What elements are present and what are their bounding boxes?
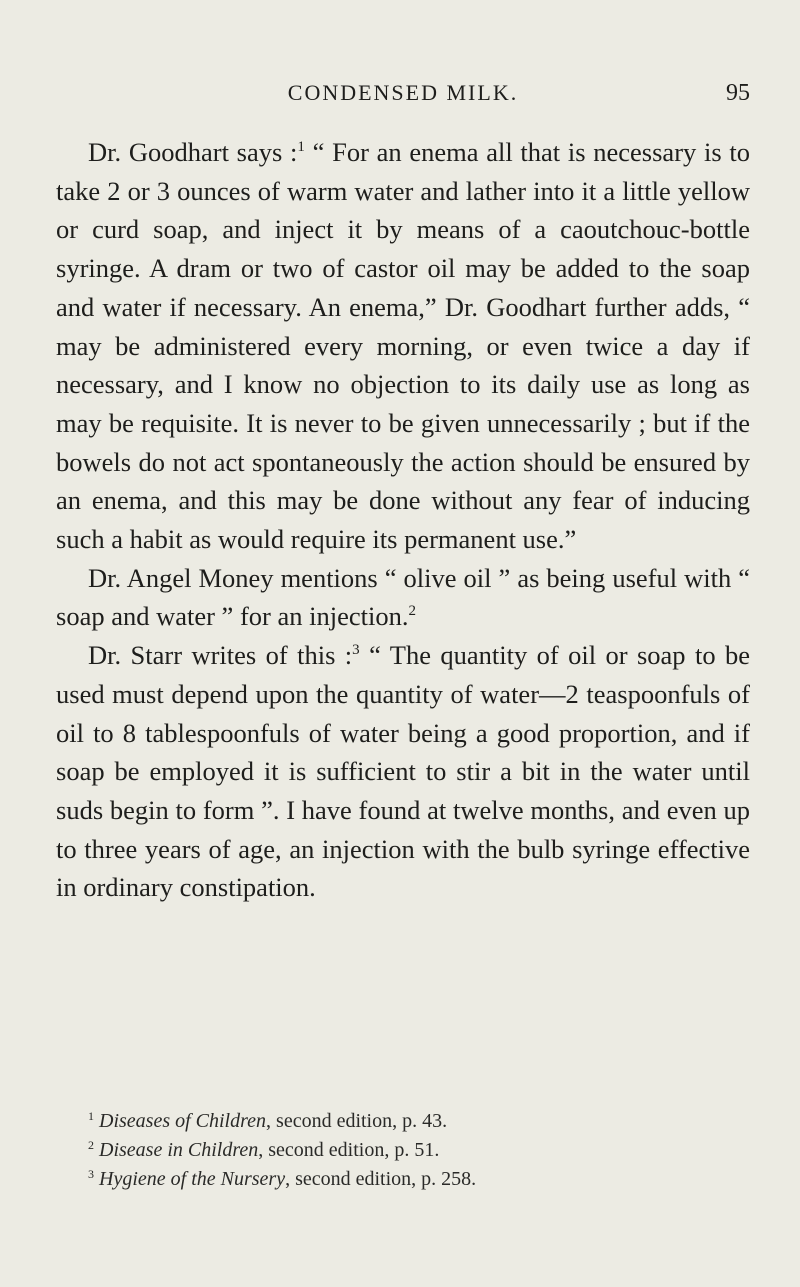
paragraph-text: Dr. Angel Money mentions “ olive oil ” as being useful with “ soap and water ” for an injection. (56, 562, 750, 632)
paragraph-starr (56, 636, 750, 907)
page-number: 95 (726, 80, 750, 106)
paragraph-text: “ The quantity of oil or soap to be used must depend upon the quantity of water—2 teaspoonfuls of oil to 8 tablespoonfuls of water being a good proportion, and if soap be employed it is sufficient to stir a bit in the water until suds begin to form ”. I have found at twelve months, and even up to three years of age, an injection with the bulb syringe effective in ordinary constipation. (56, 640, 751, 903)
paragraph-money (56, 559, 750, 636)
footnote-reference: 3 (352, 642, 360, 659)
body-text (56, 133, 750, 907)
footnote-title: Hygiene of the Nursery (99, 1168, 286, 1190)
footnote-reference: 1 (297, 139, 305, 155)
paragraph-goodhart (56, 133, 750, 559)
footnote-mark: 1 (88, 1109, 94, 1123)
paragraph-text: “ For an enema all that is necessary is to take 2 or 3 ounces of warm water and lather into it a little yellow or curd soap, and inject it by means of a caoutchouc-bottle syringe. A dram or two of castor oil may be added to the soap and water if necessary. An enema,” Dr. Goodhart further adds, “ may be administered every morning, or even twice a day if necessary, and I know no objection to its daily use as long as may be requisite. It is never to be given unnecessarily ; but if the bowels do not act spontaneously the action should be ensured by an enema, and this may be done without any fear of inducing such a habit as would require its permanent use.” (56, 137, 750, 555)
paragraph-text: Dr. Goodhart says : (88, 137, 298, 167)
footnote-title: Disease in Children (99, 1139, 259, 1161)
paragraph-text: Dr. Starr writes of this : (88, 640, 353, 671)
footnote (88, 1107, 748, 1136)
running-head: CONDENSED MILK. (287, 80, 519, 105)
footnote-mark: 2 (88, 1138, 94, 1152)
footnote (88, 1136, 748, 1165)
footnote-mark: 3 (88, 1167, 94, 1181)
footnote-reference: 2 (408, 603, 416, 620)
footnote-title: Diseases of Children (99, 1110, 267, 1132)
footnote-text: , second edition, p. 258. (285, 1168, 477, 1190)
footnote (88, 1165, 748, 1194)
footnote-text: , second edition, p. 51. (258, 1139, 440, 1161)
footnotes (88, 1107, 748, 1194)
footnote-text: , second edition, p. 43. (266, 1110, 448, 1132)
page-header (56, 80, 750, 110)
